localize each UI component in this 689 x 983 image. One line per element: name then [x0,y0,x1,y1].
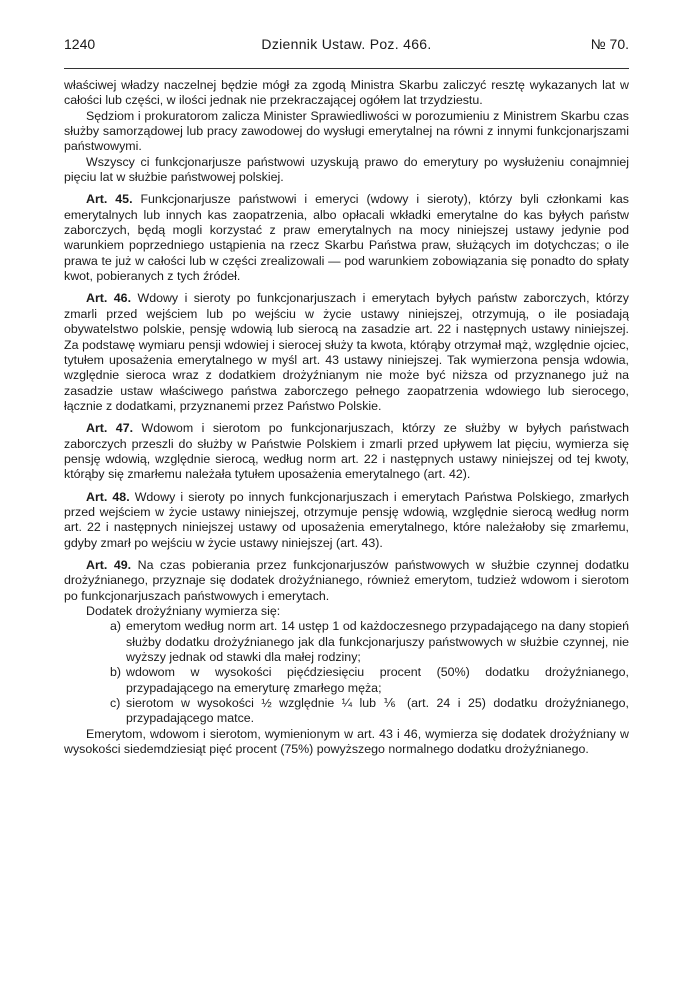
list-item-label: b) [110,665,122,680]
article-48 [64,490,629,551]
list-item [64,696,629,727]
journal-title: Dziennik Ustaw. Poz. 466. [261,36,432,52]
list-item-label: a) [110,619,122,634]
page-number: 1240 [64,36,96,52]
article-text: Wdowom i sierotom po funkcjonarjuszach, którzy ze służby w byłych państwach zaborczych przeszli do służby w Państwie Polskiem i zmarli przed upływem lat pięciu, wymierza się pensję wdowią, względnie sierocą, według norm art. 22 i następnych ustawy niniejszej od tej kwoty, którąby się zmarłemu należała tytułem uposażenia emerytalnego (art. 42). [64,421,629,482]
list-item [64,619,629,665]
article-label: Art. 49. [86,557,132,572]
paragraph: Sędziom i prokuratorom zalicza Minister Sprawiedliwości w porozumieniu z Ministrem Skarbu czas służby samorządowej lub pracy zawodowej do wysługi emerytalnej na równi z innymi funkcjonarjszami państwowymi. [64,108,629,154]
list-item-label: c) [110,696,121,711]
header-rule [64,68,629,69]
article-text: Wdowy i sieroty po innych funkcjonarjuszach i emerytach Państwa Polskiego, zmarłych przed wejściem w życie ustawy niniejszej, otrzymuje pensję wdowią, względnie sierocą według norm art. 22 i następnych niniejszej ustawy od uposażenia emerytalnego, które należałoby się zmarłemu, gdyby zmarł po wejściu w życie ustawy niniejszej (art. 43). [64,489,629,550]
closing-paragraph: Emerytom, wdowom i sierotom, wymienionym w art. 43 i 46, wymierza się dodatek drożyźniany w wysokości siedemdziesiąt pięć procent (75%) powyższego normalnego dodatku drożyźnianego. [64,726,629,757]
allowance-list [64,619,629,726]
article-text: Na czas pobierania przez funkcjonarjuszów państwowych w służbie czynnej dodatku drożyźnianego, przyznaje się dodatek drożyźnianego, również emerytom, tudzież wdowom i sierotom po funkcjonarjuszach państwowych i emerytach. [64,557,629,603]
list-item-text: sierotom w wysokości ½ względnie ¼ lub ⅙ (art. 24 i 25) dodatku drożyźnianego, przypadającego matce. [126,696,629,726]
issue-number: № 70. [590,36,629,52]
article-label: Art. 45. [86,192,133,207]
document-body [64,78,629,757]
list-item-text: emerytom według norm art. 14 ustęp 1 od każdoczesnego przypadającego na dany stopień służby dodatku drożyźnianego jak dla funkcjonarjuszy państwowych w służbie czynnej, nie wyższy jednak od stawki dla małej rodziny; [126,619,629,665]
paragraph: Wszyscy ci funkcjonarjusze państwowi uzyskują prawo do emerytury po wysłużeniu conajmniej pięciu lat w służbie państwowej polskiej. [64,154,629,185]
page-header [64,36,629,56]
article-47 [64,421,629,482]
article-49 [64,558,629,604]
article-label: Art. 46. [86,291,132,306]
article-45 [64,192,629,284]
paragraph: właściwej władzy naczelnej będzie mógł za zgodą Ministra Skarbu zaliczyć resztę wykazanych lat w całości lub części, w ilości jednak nie przekraczającej ogółem lat trzydziestu. [64,78,629,108]
article-text: Funkcjonarjusze państwowi i emeryci (wdowy i sieroty), którzy byli członkami kas emerytalnych lub innych kas zaopatrzenia, albo opłacali wkładki emerytalne do kas byłych państw zaborczych, będą mogli korzystać z praw emerytalnych na mocy niniejszej ustawy jedynie pod warunkiem poprzedniego ustąpienia na rzecz Skarbu Państwa praw, służących im dotychczas; o ile prawa te już w całości lub w części zrealizowali — pod warunkiem zobowiązania się ponadto do spłaty kwot, pobieranych z tych źródeł. [64,192,629,284]
article-text: Wdowy i sieroty po funkcjonarjuszach i emerytach byłych państw zaborczych, którzy zmarli przed wejściem lub po wejściu w życie ustawy niniejszej, otrzymują, o ile posiadają obywatelstwo polskie, pensję wdowią lub sierocą na zasadzie art. 22 i następnych ustawy niniejszej. Za podstawę wymiaru pensji wdowiej i sierocej służy ta kwota, którąby otrzymał mąż, względnie ojciec, tytułem uposażenia emerytalnego w myśl art. 43 ustawy niniejszej. Tak wymierzona pensja wdowia, względnie sieroca wraz z dodatkiem drożyźnianym nie może być niższa od przyznanego już na zasadzie ustaw właściwego państwa zaborczego pełnego zaopatrzenia wdowiego lub sierocego, łącznie z dodatkami, przyznanemi przez Państwo Polskie. [64,291,630,413]
list-intro: Dodatek drożyźniany wymierza się: [86,604,281,618]
list-item [64,665,629,696]
article-label: Art. 47. [86,421,134,436]
article-46 [64,291,629,414]
article-label: Art. 48. [86,489,130,504]
list-item-text: wdowom w wysokości pięćdziesięciu procent (50%) dodatku drożyźnianego, przypadającego na emeryturę zmarłego męża; [126,665,629,695]
